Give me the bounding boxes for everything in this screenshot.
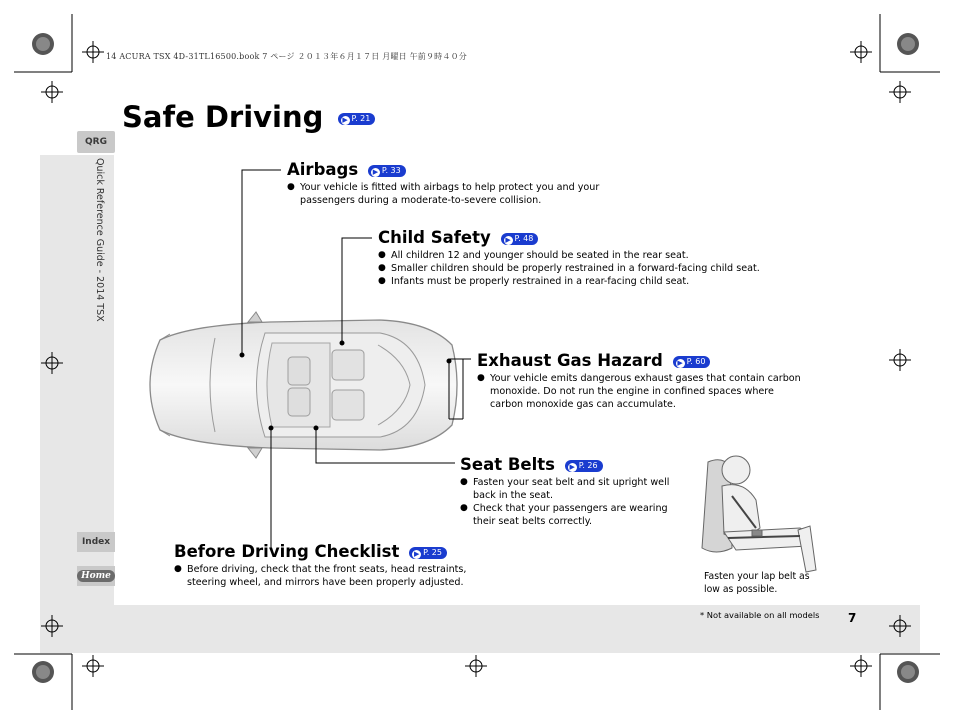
child-safety-bullet: ● Smaller children should be properly restrained in a forward-facing child seat. bbox=[378, 262, 798, 275]
airbags-title bbox=[287, 160, 607, 179]
airbags-heading: Airbags bbox=[287, 160, 359, 179]
airbags-section bbox=[287, 160, 607, 207]
child-safety-heading: Child Safety bbox=[378, 228, 491, 247]
exhaust-title bbox=[477, 351, 807, 370]
exhaust-bullet: ● Your vehicle emits dangerous exhaust gases that contain carbon monoxide. Do not run the engine in confined spaces where carbon monoxide gas can accumulate. bbox=[477, 372, 807, 411]
footnote: * Not available on all models bbox=[700, 610, 820, 620]
qrg-tab[interactable]: QRG bbox=[77, 131, 115, 153]
page-number: 7 bbox=[848, 611, 857, 625]
seat-belts-bullet: ● Fasten your seat belt and sit upright well back in the seat. bbox=[460, 476, 690, 502]
child-safety-title bbox=[378, 228, 798, 247]
checklist-title bbox=[174, 542, 494, 561]
arrow-right-icon: ▶ bbox=[505, 235, 511, 244]
airbags-bullets bbox=[287, 181, 607, 207]
arrow-right-icon: ▶ bbox=[677, 358, 683, 367]
index-tab[interactable]: Index bbox=[77, 532, 115, 552]
exhaust-ref-link[interactable] bbox=[673, 356, 711, 368]
seated-person-figure bbox=[702, 456, 816, 572]
seat-belts-section bbox=[460, 455, 690, 528]
child-safety-bullet: ● All children 12 and younger should be seated in the rear seat. bbox=[378, 249, 798, 262]
seat-belts-heading: Seat Belts bbox=[460, 455, 555, 474]
checklist-ref-link[interactable] bbox=[409, 547, 447, 559]
checklist-section bbox=[174, 542, 494, 589]
seat-belts-bullet: ● Check that your passengers are wearing their seat belts correctly. bbox=[460, 502, 690, 528]
checklist-ref-label: P. 25 bbox=[423, 547, 442, 557]
airbags-bullet: ● Your vehicle is fitted with airbags to help protect you and your passengers during a moderate-to-severe collision. bbox=[287, 181, 607, 207]
seat-belts-ref-link[interactable] bbox=[565, 460, 603, 472]
arrow-right-icon: ▶ bbox=[372, 167, 379, 176]
child-safety-ref-link[interactable] bbox=[501, 233, 539, 245]
home-label: Home bbox=[77, 570, 115, 582]
exhaust-ref-label: P. 60 bbox=[686, 356, 706, 366]
guide-vertical-label: Quick Reference Guide - 2014 TSX bbox=[94, 158, 105, 322]
checklist-heading: Before Driving Checklist bbox=[174, 542, 400, 561]
arrow-right-icon: ▶ bbox=[569, 462, 575, 471]
child-safety-ref-label: P. 48 bbox=[514, 233, 534, 243]
seat-belts-title bbox=[460, 455, 690, 474]
airbags-ref-link[interactable] bbox=[368, 165, 406, 177]
arrow-right-icon: ▶ bbox=[413, 549, 420, 558]
child-safety-bullet: ● Infants must be properly restrained in a rear-facing child seat. bbox=[378, 275, 798, 288]
exhaust-section bbox=[477, 351, 807, 411]
child-safety-section bbox=[378, 228, 798, 288]
arrow-right-icon: ▶ bbox=[342, 116, 348, 124]
page-ref-label: P. 21 bbox=[351, 114, 371, 123]
exhaust-heading: Exhaust Gas Hazard bbox=[477, 351, 663, 370]
child-safety-bullets bbox=[378, 249, 798, 288]
airbags-ref-label: P. 33 bbox=[381, 165, 401, 175]
seat-belts-ref-label: P. 26 bbox=[578, 460, 598, 470]
checklist-bullets bbox=[174, 563, 494, 589]
checklist-bullet: ● Before driving, check that the front seats, head restraints, steering wheel, and mirrors have been properly adjusted. bbox=[174, 563, 494, 589]
seatbelt-caption: Fasten your lap belt as low as possible. bbox=[704, 571, 810, 595]
seat-belts-bullets bbox=[460, 476, 690, 528]
exhaust-bullets bbox=[477, 372, 807, 411]
page-title-text: Safe Driving bbox=[122, 100, 324, 134]
print-header: 14 ACURA TSX 4D-31TL16500.book 7 ページ ２０１３年６月１７日 月曜日 午前９時４０分 bbox=[106, 52, 467, 61]
